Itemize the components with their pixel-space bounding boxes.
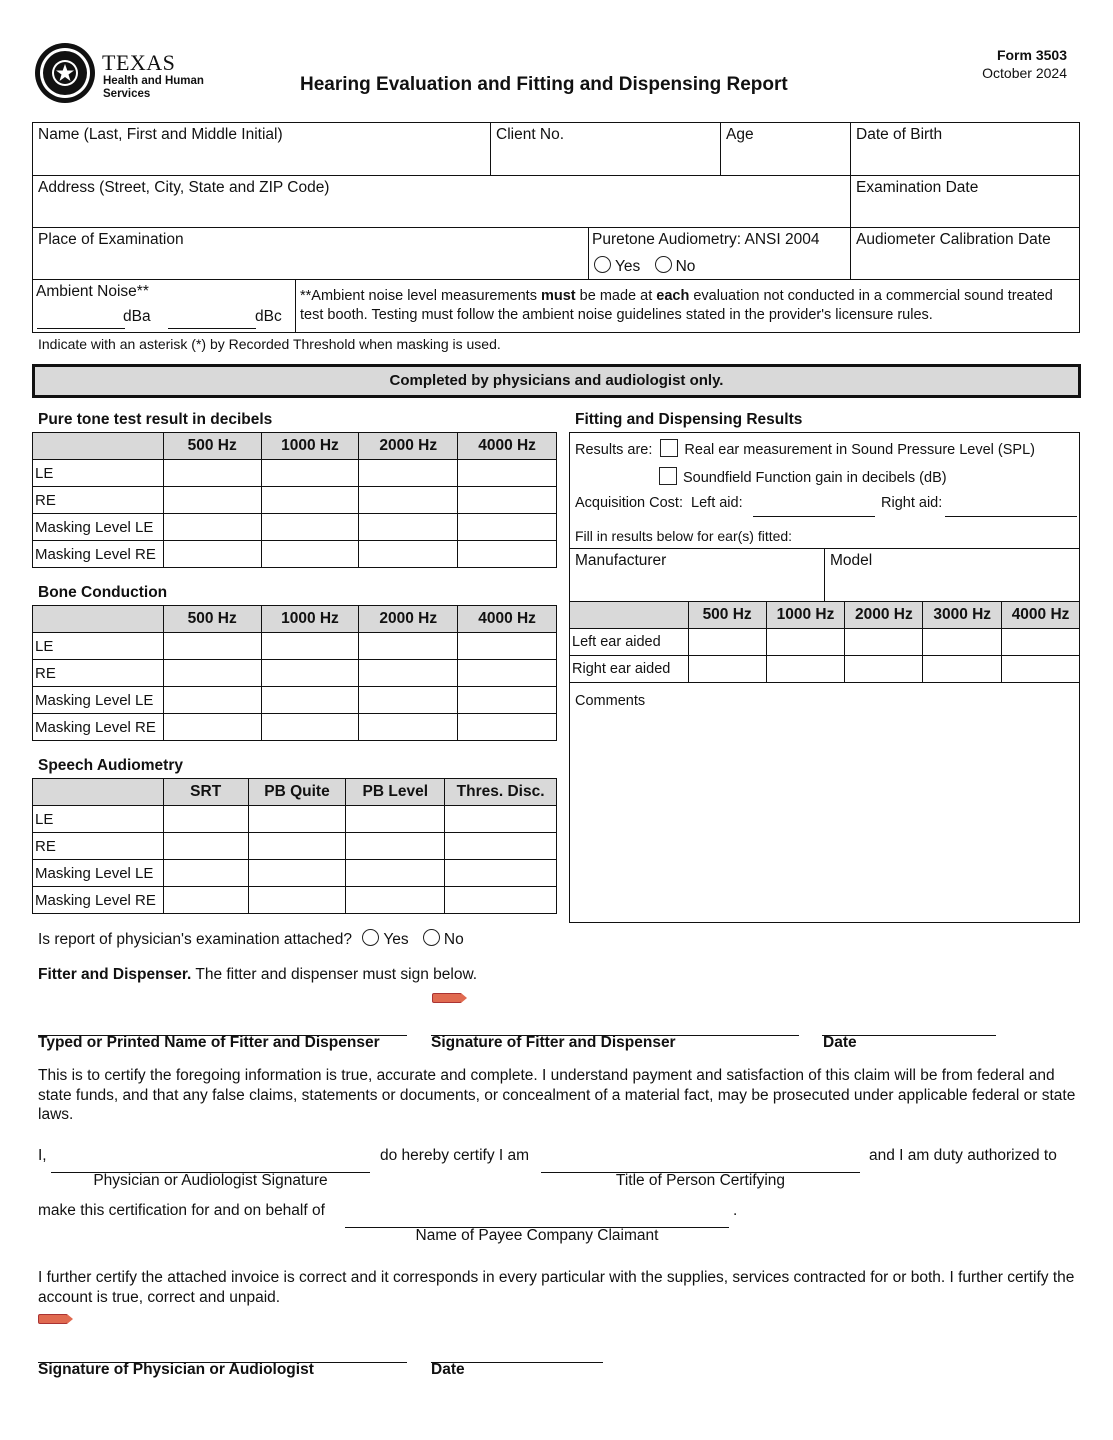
column-header: 1000 Hz	[261, 606, 359, 633]
column-header: PB Level	[346, 779, 445, 806]
dbc-input[interactable]	[168, 328, 256, 329]
row-label: LE	[33, 806, 164, 833]
input-cell[interactable]	[458, 660, 557, 687]
certify-behalf: make this certification for and on behalf of	[38, 1202, 325, 1219]
results-are-row	[575, 439, 1035, 458]
column-header: 500 Hz	[163, 606, 261, 633]
ambient-note-must: must	[540, 288, 576, 304]
table-row	[33, 714, 557, 741]
form-id	[982, 46, 1067, 82]
dba-unit: dBa	[123, 308, 151, 325]
table-row	[570, 656, 1080, 683]
final-date-label: Date	[431, 1361, 465, 1378]
dba-input[interactable]	[37, 328, 125, 329]
fitter-instructions	[38, 966, 477, 984]
left-aid-label: Left aid:	[691, 495, 743, 511]
manufacturer-label: Manufacturer	[575, 552, 667, 569]
column-header: 1000 Hz	[766, 602, 845, 629]
input-cell[interactable]	[445, 833, 557, 860]
input-cell[interactable]	[923, 629, 1002, 656]
form-date: October 2024	[982, 65, 1067, 81]
input-cell[interactable]	[163, 687, 261, 714]
row-label: RE	[33, 660, 164, 687]
physician-report-yes-label: Yes	[383, 931, 409, 948]
comments-field[interactable]	[570, 687, 1079, 922]
fitter-heading: Fitter and Dispenser.	[38, 966, 192, 983]
dob-field[interactable]	[850, 122, 1080, 176]
input-cell[interactable]	[359, 541, 458, 568]
sign-here-tag-icon[interactable]	[38, 1314, 68, 1324]
input-cell[interactable]	[261, 541, 359, 568]
column-header: 2000 Hz	[359, 606, 458, 633]
row-label: RE	[33, 487, 164, 514]
column-header: 3000 Hz	[923, 602, 1002, 629]
input-cell[interactable]	[458, 633, 557, 660]
title-person-caption: Title of Person Certifying	[615, 1172, 786, 1189]
input-cell[interactable]	[346, 806, 445, 833]
input-cell[interactable]	[923, 656, 1002, 683]
row-label: Masking Level LE	[33, 860, 164, 887]
input-cell[interactable]	[458, 514, 557, 541]
final-signature-label: Signature of Physician or Audiologist	[38, 1361, 314, 1378]
table-row	[33, 687, 557, 714]
right-aid-input[interactable]	[945, 516, 1077, 517]
column-header	[570, 602, 689, 629]
column-header: 500 Hz	[688, 602, 766, 629]
input-cell[interactable]	[163, 714, 261, 741]
column-header: Thres. Disc.	[445, 779, 557, 806]
input-cell[interactable]	[261, 714, 359, 741]
input-cell[interactable]	[163, 460, 261, 487]
calibration-field[interactable]	[850, 227, 1080, 280]
input-cell[interactable]	[261, 487, 359, 514]
right-aid-label: Right aid:	[881, 495, 943, 511]
texas-seal-icon	[34, 42, 96, 104]
table-header-row	[570, 602, 1080, 629]
input-cell[interactable]	[445, 860, 557, 887]
row-label: Masking Level LE	[33, 687, 164, 714]
column-header: PB Quite	[248, 779, 346, 806]
ambient-note-text-3: evaluation not conducted in a commercial sound treated test booth. Testing must follow the ambient noise guidelines stated in the provider's licensure rules.	[300, 288, 1053, 323]
logo-agency-line2: Services	[103, 88, 151, 100]
dob-label: Date of Birth	[856, 126, 943, 143]
input-cell[interactable]	[688, 629, 766, 656]
texas-hhs-logo	[34, 42, 214, 108]
input-cell[interactable]	[261, 514, 359, 541]
column-header: SRT	[163, 779, 248, 806]
ambient-label: Ambient Noise**	[36, 283, 149, 300]
results-are-label: Results are:	[575, 442, 653, 458]
table-row	[33, 460, 557, 487]
input-cell[interactable]	[359, 514, 458, 541]
table-row	[33, 514, 557, 541]
fitter-name-label: Typed or Printed Name of Fitter and Dispenser	[38, 1034, 380, 1051]
db-label: Soundfield Function gain in decibels (dB)	[683, 470, 947, 486]
input-cell[interactable]	[458, 460, 557, 487]
exam-date-field[interactable]	[850, 175, 1080, 228]
input-cell[interactable]	[445, 806, 557, 833]
pure-tone-table	[32, 432, 557, 568]
calibration-label: Audiometer Calibration Date	[856, 231, 1051, 248]
input-cell[interactable]	[359, 714, 458, 741]
address-label: Address (Street, City, State and ZIP Code)	[38, 179, 330, 196]
column-header: 4000 Hz	[458, 433, 557, 460]
column-header: 4000 Hz	[1002, 602, 1080, 629]
db-checkbox[interactable]	[659, 467, 677, 485]
page-title: Hearing Evaluation and Fitting and Dispensing Report	[300, 74, 788, 95]
client-no-label: Client No.	[496, 126, 565, 143]
place-label: Place of Examination	[38, 231, 184, 248]
physician-report-no-label: No	[443, 931, 464, 948]
puretone-yes-radio[interactable]	[594, 256, 611, 273]
acq-cost-label: Acquisition Cost:	[575, 495, 683, 511]
puretone-field	[588, 227, 851, 280]
speech-audiometry-title: Speech Audiometry	[38, 757, 183, 774]
pure-tone-title: Pure tone test result in decibels	[38, 411, 273, 428]
comments-label: Comments	[575, 693, 646, 709]
row-label: Masking Level RE	[33, 541, 164, 568]
row-label: LE	[33, 633, 164, 660]
input-cell[interactable]	[163, 633, 261, 660]
speech-audiometry-table	[32, 778, 557, 914]
input-cell[interactable]	[359, 687, 458, 714]
left-aid-input[interactable]	[753, 516, 875, 517]
certify-paragraph: This is to certify the foregoing information is true, accurate and complete. I understand payment and satisfaction of this claim will be from federal and state funds, and that any false claims, statements or documents, or concealment of a material fact, may be prosecuted under applicable federal or state laws.	[38, 1067, 1076, 1123]
input-cell[interactable]	[163, 860, 248, 887]
input-cell[interactable]	[248, 833, 346, 860]
table-header-row	[33, 433, 557, 460]
input-cell[interactable]	[445, 887, 557, 914]
input-cell[interactable]	[261, 460, 359, 487]
manufacturer-field[interactable]	[569, 548, 825, 602]
table-row	[570, 629, 1080, 656]
exam-date-label: Examination Date	[856, 179, 979, 196]
input-cell[interactable]	[1002, 629, 1080, 656]
fitter-text: The fitter and dispenser must sign below.	[191, 966, 478, 983]
input-cell[interactable]	[458, 687, 557, 714]
input-cell[interactable]	[845, 629, 923, 656]
puretone-radios	[594, 256, 695, 276]
place-field[interactable]	[32, 227, 589, 280]
table-header-row	[33, 779, 557, 806]
column-header	[33, 433, 164, 460]
row-label: Masking Level RE	[33, 887, 164, 914]
physician-signature-caption: Physician or Audiologist Signature	[93, 1172, 328, 1189]
input-cell[interactable]	[766, 656, 845, 683]
sign-here-tag-icon[interactable]	[432, 993, 462, 1003]
aided-results-table	[569, 601, 1080, 683]
column-header: 1000 Hz	[261, 433, 359, 460]
age-label: Age	[726, 126, 754, 143]
logo-state: TEXAS	[102, 50, 176, 75]
input-cell[interactable]	[346, 887, 445, 914]
table-row	[33, 633, 557, 660]
puretone-label: Puretone Audiometry: ANSI 2004	[592, 231, 820, 248]
fitting-title: Fitting and Dispensing Results	[575, 411, 803, 428]
spl-label: Real ear measurement in Sound Pressure Level (SPL)	[684, 442, 1035, 458]
further-certify-paragraph: I further certify the attached invoice is correct and it corresponds in every particular with the supplies, services contracted for or both. I further certify the account is true, correct and unpaid.	[38, 1269, 1075, 1306]
row-label: Masking Level LE	[33, 514, 164, 541]
input-cell[interactable]	[261, 687, 359, 714]
puretone-no-radio[interactable]	[655, 256, 672, 273]
ambient-noise-field	[32, 279, 296, 333]
address-field[interactable]	[32, 175, 851, 228]
dbc-unit: dBc	[255, 308, 282, 325]
ambient-note-text-2: be made at	[575, 288, 657, 304]
model-label: Model	[830, 552, 873, 569]
input-cell[interactable]	[766, 629, 845, 656]
table-row	[33, 806, 557, 833]
column-header: 2000 Hz	[359, 433, 458, 460]
age-field[interactable]	[720, 122, 851, 176]
table-row	[33, 887, 557, 914]
input-cell[interactable]	[163, 541, 261, 568]
db-option-row	[659, 467, 947, 486]
ambient-note-text: **Ambient noise level measurements	[300, 288, 541, 304]
input-cell[interactable]	[346, 860, 445, 887]
input-cell[interactable]	[163, 887, 248, 914]
puretone-yes-label: Yes	[615, 258, 641, 275]
physician-report-yes-radio[interactable]	[362, 929, 379, 946]
model-field[interactable]	[824, 548, 1080, 602]
input-cell[interactable]	[261, 633, 359, 660]
table-row	[33, 541, 557, 568]
input-cell[interactable]	[248, 806, 346, 833]
input-cell[interactable]	[359, 660, 458, 687]
input-cell[interactable]	[248, 860, 346, 887]
puretone-no-label: No	[675, 258, 696, 275]
bone-conduction-title: Bone Conduction	[38, 584, 168, 601]
input-cell[interactable]	[458, 541, 557, 568]
column-header: 2000 Hz	[845, 602, 923, 629]
row-label: RE	[33, 833, 164, 860]
physician-report-question: Is report of physician's examination attached?	[38, 931, 352, 948]
logo-agency-line1: Health and Human	[103, 75, 204, 87]
acquisition-cost-row	[575, 495, 1075, 511]
column-header: 500 Hz	[163, 433, 261, 460]
physician-report-row	[38, 929, 464, 949]
fitter-signature-label: Signature of Fitter and Dispenser	[431, 1034, 676, 1051]
input-cell[interactable]	[845, 656, 923, 683]
row-label: Right ear aided	[570, 656, 689, 683]
column-header	[33, 779, 164, 806]
row-label: Masking Level RE	[33, 714, 164, 741]
input-cell[interactable]	[688, 656, 766, 683]
input-cell[interactable]	[1002, 656, 1080, 683]
input-cell[interactable]	[346, 833, 445, 860]
row-label: Left ear aided	[570, 629, 689, 656]
asterisk-note: Indicate with an asterisk (*) by Recorded Threshold when masking is used.	[38, 336, 501, 352]
fitter-date-label: Date	[823, 1034, 857, 1051]
table-row	[33, 860, 557, 887]
input-cell[interactable]	[163, 833, 248, 860]
physician-only-banner: Completed by physicians and audiologist only.	[32, 364, 1081, 398]
input-cell[interactable]	[359, 487, 458, 514]
client-no-field[interactable]	[490, 122, 721, 176]
bone-conduction-table	[32, 605, 557, 741]
input-cell[interactable]	[248, 887, 346, 914]
input-cell[interactable]	[261, 660, 359, 687]
certify-i: I,	[38, 1147, 47, 1164]
ambient-note-each: each	[656, 288, 690, 304]
certify-period: .	[733, 1202, 738, 1219]
ambient-note	[295, 279, 1080, 333]
input-cell[interactable]	[163, 514, 261, 541]
payee-caption: Name of Payee Company Claimant	[415, 1227, 659, 1244]
table-row	[33, 660, 557, 687]
input-cell[interactable]	[163, 660, 261, 687]
row-label: LE	[33, 460, 164, 487]
form-number: Form 3503	[996, 47, 1067, 63]
spl-checkbox[interactable]	[660, 439, 678, 457]
name-field[interactable]	[32, 122, 491, 176]
table-row	[33, 833, 557, 860]
input-cell[interactable]	[359, 460, 458, 487]
table-header-row	[33, 606, 557, 633]
input-cell[interactable]	[458, 487, 557, 514]
input-cell[interactable]	[458, 714, 557, 741]
physician-report-no-radio[interactable]	[423, 929, 440, 946]
fill-in-note: Fill in results below for ear(s) fitted:	[575, 528, 793, 544]
input-cell[interactable]	[163, 806, 248, 833]
logo-agency	[103, 75, 204, 101]
certify-hereby: do hereby certify I am	[380, 1147, 530, 1164]
table-row	[33, 487, 557, 514]
column-header	[33, 606, 164, 633]
fitting-panel	[569, 432, 1080, 923]
input-cell[interactable]	[163, 487, 261, 514]
input-cell[interactable]	[359, 633, 458, 660]
name-label: Name (Last, First and Middle Initial)	[38, 126, 283, 143]
certify-authorized: and I am duty authorized to	[869, 1147, 1057, 1164]
column-header: 4000 Hz	[458, 606, 557, 633]
